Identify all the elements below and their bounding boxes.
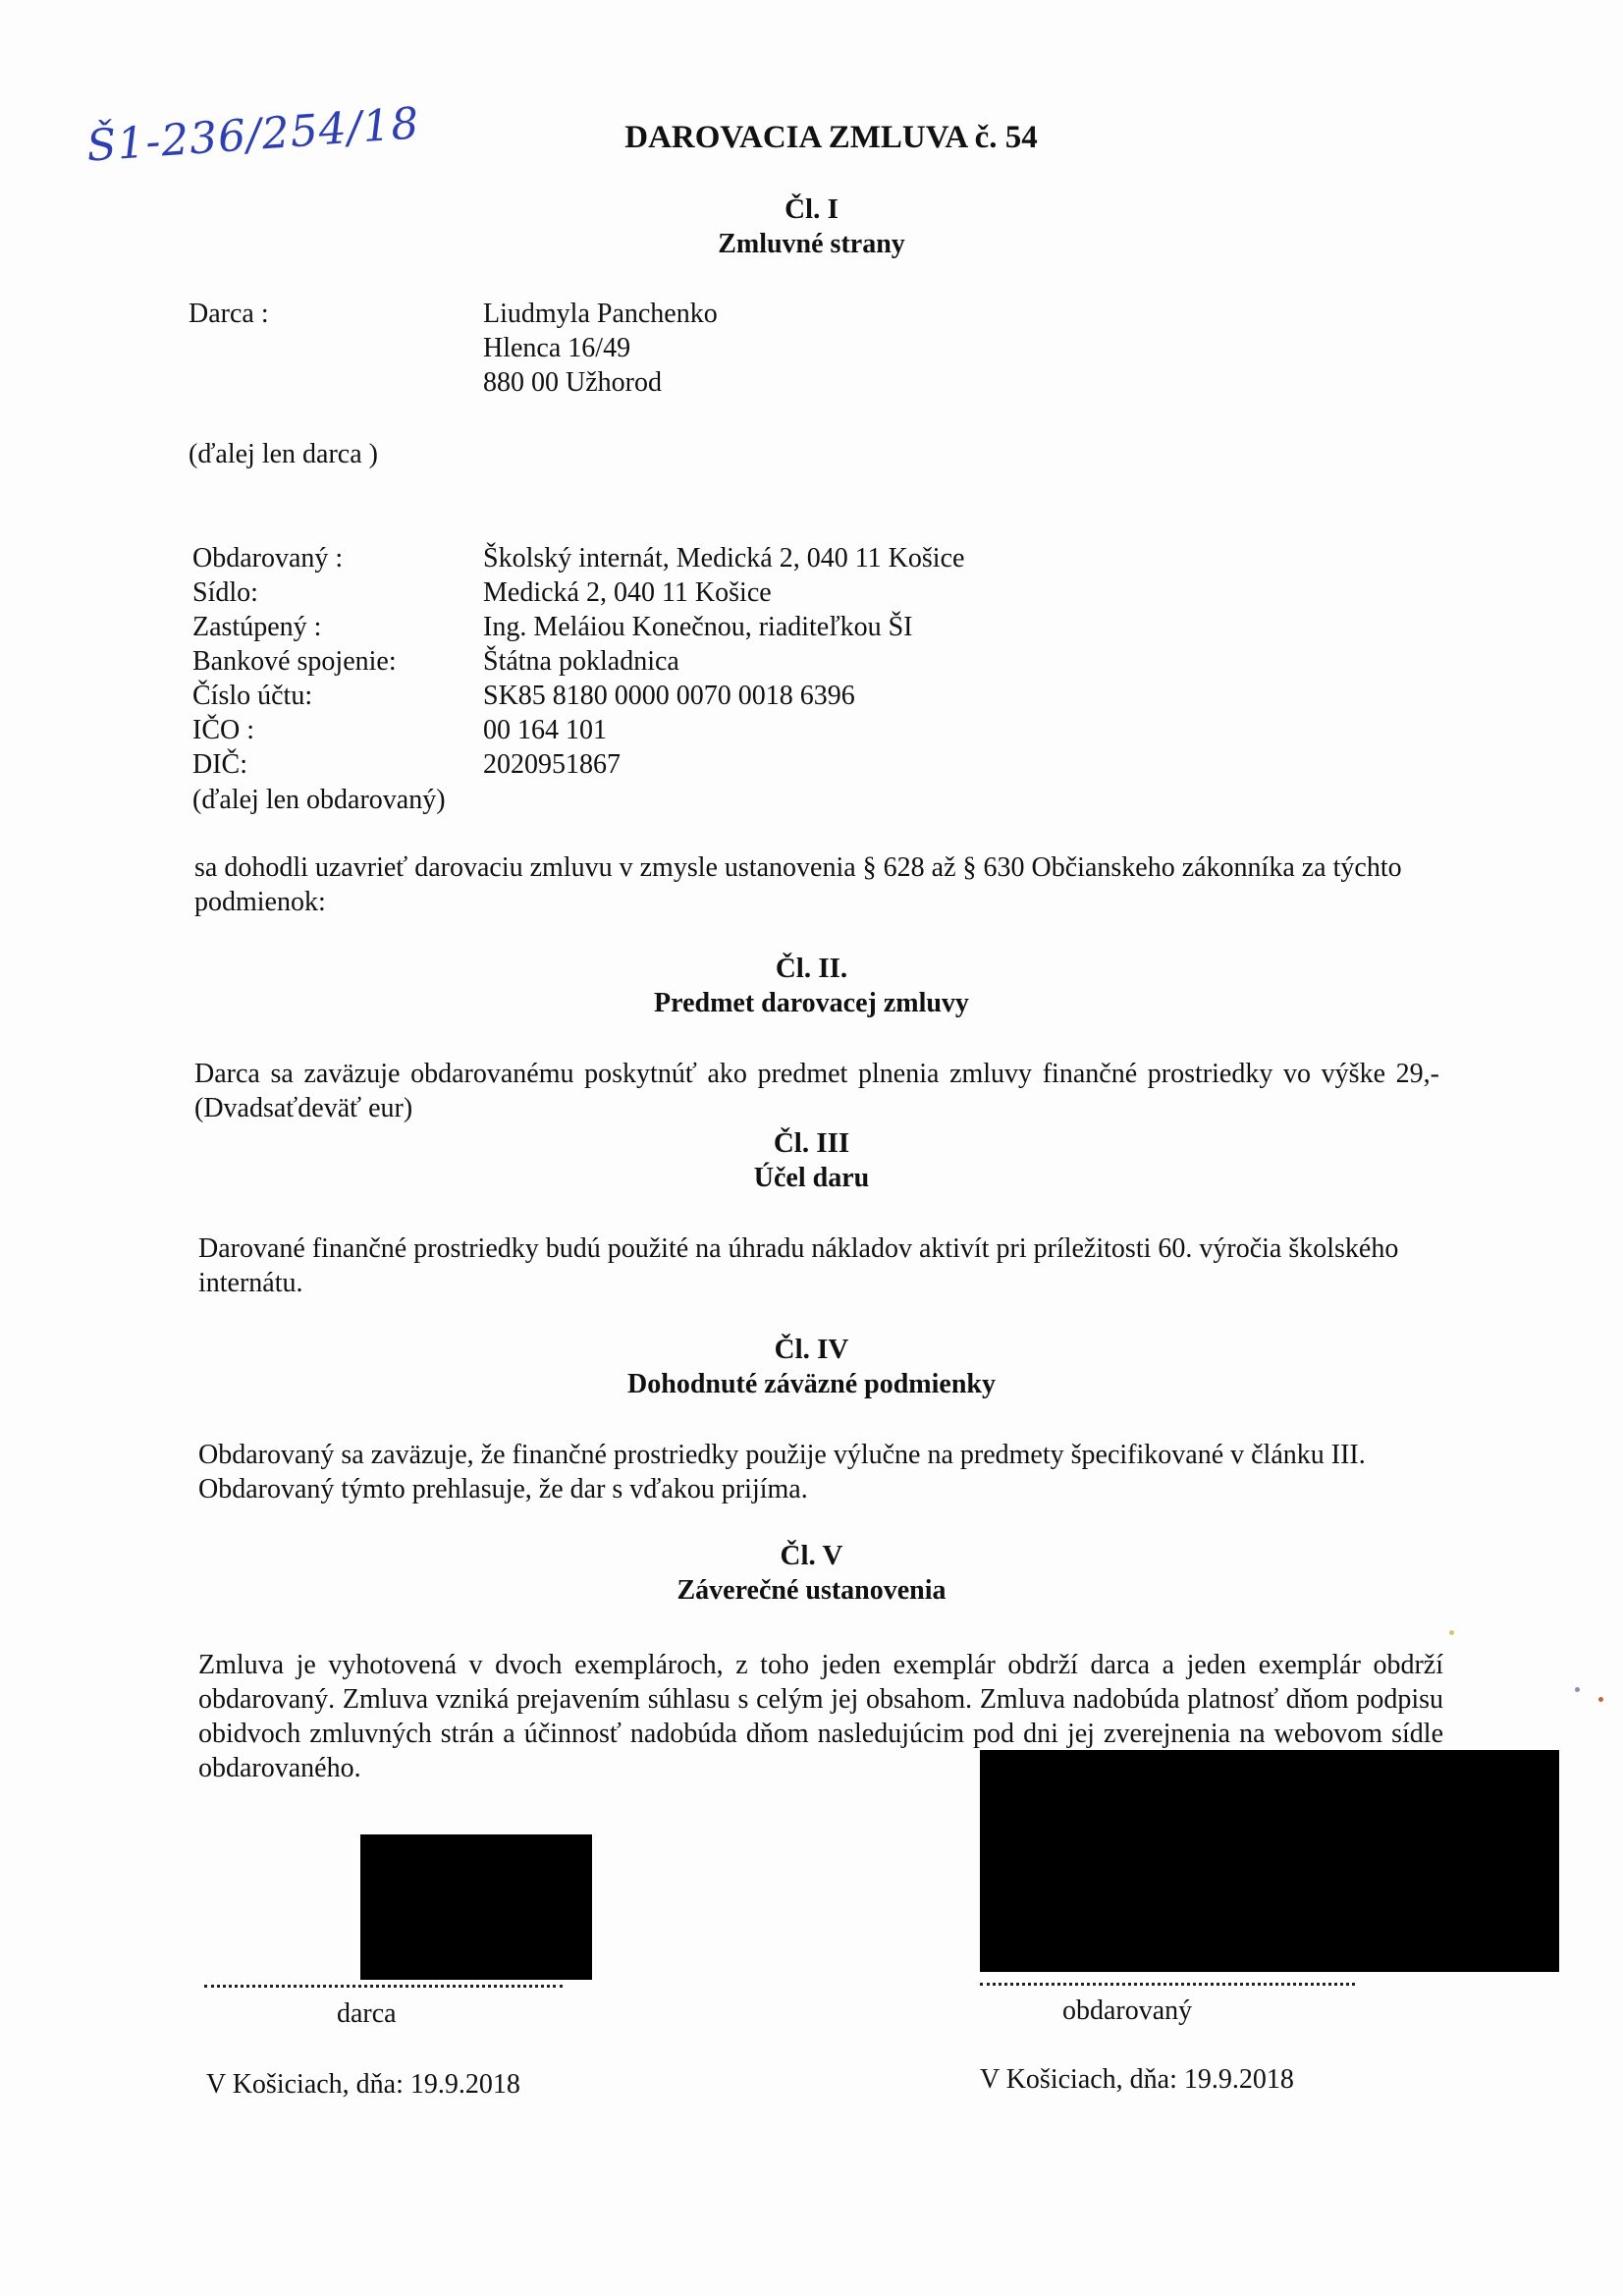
donor-name: Liudmyla Panchenko [483,299,718,329]
representative-value: Ing. Meláiou Konečnou, riaditeľkou ŠI [483,612,913,642]
article-3-name: Účel daru [753,1163,870,1193]
scan-speck [1449,1630,1454,1635]
article-4-text: Obdarovaný sa zaväzuje, že finančné prostriedky použije výlučne na predmety špecifikované v článku III. Obdarovaný týmto prehlasuje, že dar s vďakou prijíma. [198,1440,1366,1504]
recipient-value: Školský internát, Medická 2, 040 11 Košice [483,543,965,574]
donor-alias: (ďalej len darca ) [189,439,378,469]
recipient-label: Obdarovaný : [192,543,344,574]
scan-speck [1598,1697,1603,1702]
redacted-recipient-signature [980,1750,1559,1972]
recipient-signature-line [980,1983,1355,1986]
article-1-number: Čl. I [784,193,839,225]
seat-label: Sídlo: [192,577,258,608]
article-2-name: Predmet darovacej zmluvy [654,988,969,1018]
bank-value: Štátna pokladnica [483,646,679,677]
article-3-text: Darované finančné prostriedky budú použité na úhradu nákladov aktivít pri príležitosti 60. výročia školského internátu. [198,1233,1399,1298]
donor-city: 880 00 Užhorod [483,367,662,398]
article-5-number: Čl. V [780,1540,843,1571]
document-title: DAROVACIA ZMLUVA č. 54 [624,120,1038,155]
account-number-value: SK85 8180 0000 0070 0018 6396 [483,681,855,711]
recipient-signature-label: obdarovaný [1062,1995,1193,2026]
donor-place-date: V Košiciach, dňa: 19.9.2018 [206,2069,520,2100]
article-5-text: Zmluva je vyhotovená v dvoch exemplároch, z toho jeden exemplár obdrží darca a jeden exemplár obdrží obdarovaný. Zmluva vzniká prejavením súhlasu s celým jej obsahom. Zmluva nadobúda platnosť dňom podpisu obidvoch zmluvných strán a účinnosť nadobúda dňom nasledujúcim pod dni jej zverejnenia na webovom sídle obdarovaného. [198,1650,1443,1783]
donor-signature-line [204,1985,563,1988]
donor-label: Darca : [189,299,269,329]
representative-label: Zastúpený : [192,612,322,642]
article-4-number: Čl. IV [774,1334,849,1365]
dic-value: 2020951867 [483,749,621,780]
article-4-name: Dohodnuté záväzné podmienky [627,1369,996,1399]
ico-value: 00 164 101 [483,715,607,745]
article-2-number: Čl. II. [775,953,848,984]
article-2-text: Darca sa zaväzuje obdarovanému poskytnúť ako predmet plnenia zmluvy finančné prostriedky vo výške 29,- (Dvadsaťdeväť eur) [194,1059,1439,1123]
donor-signature-label: darca [337,1998,397,2029]
agreement-intro: sa dohodli uzavrieť darovaciu zmluvu v zmysle ustanovenia § 628 až § 630 Občianskeho zákonníka za týchto podmienok: [194,852,1402,917]
donor-street: Hlenca 16/49 [483,333,631,363]
redacted-donor-signature [360,1834,592,1980]
seat-value: Medická 2, 040 11 Košice [483,577,772,608]
dic-label: DIČ: [192,749,247,780]
article-3-number: Čl. III [773,1127,850,1159]
handwritten-reference-number: Š1-236/254/18 [84,98,421,172]
account-number-label: Číslo účtu: [192,681,313,711]
scan-speck [1575,1687,1580,1692]
article-5-name: Záverečné ustanovenia [676,1575,947,1606]
bank-label: Bankové spojenie: [192,646,397,677]
ico-label: IČO : [192,715,254,745]
recipient-place-date: V Košiciach, dňa: 19.9.2018 [980,2064,1294,2095]
article-1-name: Zmluvné strany [718,229,905,259]
recipient-alias: (ďalej len obdarovaný) [192,785,446,815]
